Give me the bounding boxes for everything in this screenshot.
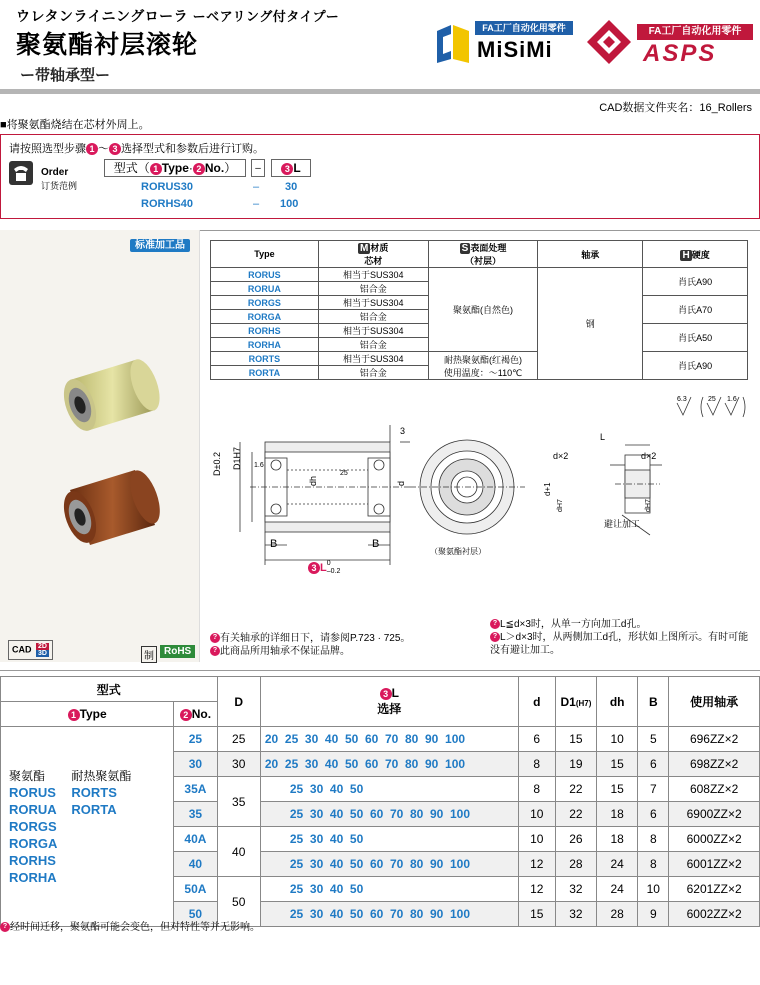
tip-icon: ?: [0, 922, 10, 932]
order-example-l: 30: [285, 181, 298, 193]
row-B: 8: [638, 852, 669, 877]
row-D: 40: [217, 827, 260, 877]
spec-type: RORTA: [211, 366, 319, 380]
main-header-D1: D1(H7): [555, 677, 596, 727]
order-example-dash: –: [253, 198, 260, 210]
row-B: 8: [638, 827, 669, 852]
spec-header-material: M 材质 芯材: [318, 241, 428, 268]
row-dh: 18: [597, 802, 638, 827]
order-example-type: RORHS40: [141, 198, 193, 210]
row-dh: 15: [597, 752, 638, 777]
spec-core: 相当于SUS304: [318, 268, 428, 282]
order-example-type: RORUS30: [141, 181, 193, 193]
standard-badge: 标准加工品: [130, 236, 190, 251]
spec-type: RORGA: [211, 310, 319, 324]
row-bearing: 6000ZZ×2: [669, 827, 760, 852]
page-title: 聚氨酯衬层滚轮: [16, 31, 199, 59]
tip-icon: ?: [210, 646, 220, 656]
dim-B-left: B: [270, 538, 278, 550]
spec-hardness: 肖氏A90: [643, 268, 748, 296]
spec-type: RORGS: [211, 296, 319, 310]
row-dh: 10: [597, 727, 638, 752]
order-label-en: Order: [41, 167, 69, 178]
spec-type: RORTS: [211, 352, 319, 366]
row-dh: 24: [597, 852, 638, 877]
row-D: 35: [217, 777, 260, 827]
tip-icon: ?: [210, 633, 220, 643]
asps-logo: [585, 16, 755, 68]
dim-D1: D1H7: [232, 446, 242, 470]
page-subtitle: ー带轴承型ー: [20, 67, 111, 84]
row-L-options[interactable]: 20 25 30 40 50 60 70 80 90 100: [260, 752, 518, 777]
row-d: 12: [518, 852, 555, 877]
order-example-l: 100: [280, 198, 299, 210]
main-header-type: 1 Type: [1, 702, 174, 727]
rough-16: 1.6: [254, 462, 264, 469]
row-B: 7: [638, 777, 669, 802]
spec-core: 相当于SUS304: [318, 296, 428, 310]
row-D: 50: [217, 877, 260, 927]
tip-icon: ?: [490, 619, 500, 629]
row-dh: 24: [597, 877, 638, 902]
spec-type: RORUS: [211, 268, 319, 282]
row-d: 10: [518, 827, 555, 852]
asps-brand: ASPS: [643, 40, 717, 67]
spec-core: 铝合金: [318, 310, 428, 324]
spec-header-hardness: H 硬度: [643, 241, 748, 268]
spec-surface-heat: 耐热聚氨酯(红褐色) 使用温度：～110℃: [428, 352, 538, 380]
rohs-badge: RoHS: [160, 645, 195, 658]
main-header-no: 2 No.: [174, 702, 217, 727]
row-D: 30: [217, 752, 260, 777]
row-D: 25: [217, 727, 260, 752]
row-d: 6: [518, 727, 555, 752]
row-d: 8: [518, 752, 555, 777]
spec-type: RORUA: [211, 282, 319, 296]
order-col-l: 3 L: [271, 159, 311, 177]
asps-tag: FA工厂自动化用零件: [637, 24, 753, 40]
row-no[interactable]: 40: [174, 852, 217, 877]
spec-surface: 聚氨酯(自然色): [428, 268, 538, 352]
type-group-urethane: 聚氨酯 RORUS RORUA RORGS RORGA RORHS RORHA: [9, 769, 58, 885]
roller-photo: [40, 330, 180, 550]
row-dh: 15: [597, 777, 638, 802]
spec-core: 相当于SUS304: [318, 352, 428, 366]
dim-dh: dh: [308, 475, 318, 486]
row-D1: 26: [555, 827, 596, 852]
main-header-model: 型式: [1, 677, 218, 702]
row-D1: 15: [555, 727, 596, 752]
main-header-D: D: [217, 677, 260, 727]
dim-dx2-right: d×2: [641, 451, 657, 461]
row-bearing: 6900ZZ×2: [669, 802, 760, 827]
spec-table: [210, 240, 748, 380]
spec-core: 铝合金: [318, 338, 428, 352]
misumi-tag: FA工厂自动化用零件: [475, 21, 573, 35]
main-header-d: d: [518, 677, 555, 727]
row-L-options[interactable]: 25 30 40 50: [260, 877, 518, 902]
note: ? 此商品所用轴承不保证品牌。: [210, 645, 410, 658]
row-L-options[interactable]: 25 30 40 50: [260, 777, 518, 802]
order-col-type: 型式（ 1 Type· 2 No.）: [104, 159, 246, 177]
spec-bearing: 钢: [538, 268, 643, 380]
row-L-options[interactable]: 20 25 30 40 50 60 70 80 90 100: [260, 727, 518, 752]
roughness-16: 1.6: [727, 396, 737, 403]
row-L-options[interactable]: 25 30 40 50 60 70 80 90 100: [260, 902, 518, 927]
dim-dx2-left: d×2: [553, 451, 569, 461]
row-dh: 28: [597, 902, 638, 927]
intro-text: ■将聚氨酯烧结在芯材外周上。: [0, 119, 150, 131]
main-header-bearing: 使用轴承: [669, 677, 760, 727]
spec-type: RORHA: [211, 338, 319, 352]
misumi-brand: MiSiMi: [477, 37, 553, 62]
row-no[interactable]: 25: [174, 727, 217, 752]
row-B: 6: [638, 752, 669, 777]
row-no[interactable]: 35A: [174, 777, 217, 802]
dim-L: 3 L0 –0.2: [308, 560, 340, 576]
note: ? 有关轴承的详细日下，请参阅P.723 · 725。: [210, 632, 410, 645]
row-bearing: 696ZZ×2: [669, 727, 760, 752]
row-D1: 19: [555, 752, 596, 777]
row-no[interactable]: 35: [174, 802, 217, 827]
row-L-options[interactable]: 25 30 40 50 60 70 80 90 100: [260, 802, 518, 827]
main-header-L: 3 L 选择: [260, 677, 518, 727]
row-B: 6: [638, 802, 669, 827]
notes-right: [490, 618, 755, 657]
type-groups: [1, 727, 174, 927]
row-B: 10: [638, 877, 669, 902]
row-bearing: 698ZZ×2: [669, 752, 760, 777]
row-bearing: 6001ZZ×2: [669, 852, 760, 877]
order-example-dash: –: [253, 181, 260, 193]
spec-header-bearing: 轴承: [538, 241, 643, 268]
order-instruction: 请按照选型步骤 1 ～ 3 选择型式和参数后进行订购。: [9, 143, 264, 155]
row-d: 15: [518, 902, 555, 927]
roughness-63: 6.3: [677, 396, 687, 403]
main-header-B: B: [638, 677, 669, 727]
row-no[interactable]: 40A: [174, 827, 217, 852]
note: ? L＞d×3时，从两侧加工d孔，形状如上图所示。有时可能没有避让加工。: [490, 632, 749, 656]
spec-hardness: 肖氏A70: [643, 296, 748, 324]
table-divider: [0, 670, 760, 671]
row-D1: 32: [555, 877, 596, 902]
tip-icon: ?: [490, 632, 500, 642]
dim-d-plus: d+1: [543, 482, 552, 496]
dim-3: 3: [400, 426, 406, 436]
zhi-badge: 制: [141, 646, 157, 663]
relief-label: 避让加工: [604, 519, 641, 529]
spec-hardness: 肖氏A90: [643, 352, 748, 380]
row-bearing: 608ZZ×2: [669, 777, 760, 802]
row-d: 10: [518, 802, 555, 827]
dim-d: d: [396, 480, 406, 486]
row-no[interactable]: 30: [174, 752, 217, 777]
dim-dh7-right: dH7: [645, 499, 652, 512]
jp-title: ウレタンライニングローラ ーベアリング付タイプー: [16, 8, 340, 24]
row-dh: 18: [597, 827, 638, 852]
main-table: [0, 676, 760, 927]
row-B: 5: [638, 727, 669, 752]
spec-header-surface: S 表面处理 （衬层）: [428, 241, 538, 268]
dim-dh7-left: dH7: [557, 499, 564, 512]
row-D1: 32: [555, 902, 596, 927]
row-no[interactable]: 50A: [174, 877, 217, 902]
roughness-25: 25: [708, 396, 716, 403]
row-d: 12: [518, 877, 555, 902]
spec-header-type: Type: [211, 241, 319, 268]
main-header-dh: dh: [597, 677, 638, 727]
misumi-logo: [433, 19, 573, 67]
type-group-heat: 耐热聚氨酯 RORTS RORTA: [71, 769, 132, 817]
row-D1: 22: [555, 802, 596, 827]
dim-B-right: B: [372, 538, 380, 550]
header-divider: [0, 89, 760, 94]
order-box: [0, 134, 760, 219]
asps-mark-icon: [585, 18, 633, 66]
dim-L-small: L: [600, 432, 606, 442]
dim-D: D±0.2: [212, 452, 222, 476]
rough-25: 25: [340, 470, 348, 477]
order-col-dash: –: [251, 159, 265, 177]
row-B: 9: [638, 902, 669, 927]
footnote: ? 经时间迁移，聚氨酯可能会变色，但对特性等并无影响。: [0, 918, 260, 933]
misumi-mark-icon: [433, 21, 473, 65]
cad-folder-name: CAD数据文件夹名：16_Rollers: [599, 102, 752, 114]
phone-icon: [9, 161, 33, 185]
notes-left: [210, 632, 410, 658]
spec-core: 铝合金: [318, 366, 428, 380]
cad-badge: CAD 2D 3D: [8, 640, 53, 660]
row-L-options[interactable]: 25 30 40 50: [260, 827, 518, 852]
row-D1: 28: [555, 852, 596, 877]
row-bearing: 6201ZZ×2: [669, 877, 760, 902]
row-d: 8: [518, 777, 555, 802]
liner-label: （聚氨酯衬层）: [430, 547, 486, 556]
row-D1: 22: [555, 777, 596, 802]
spec-core: 相当于SUS304: [318, 324, 428, 338]
note: ? L≦d×3时，从单一方向加工d孔。: [490, 618, 755, 631]
row-no[interactable]: 50: [174, 902, 217, 927]
row-bearing: 6002ZZ×2: [669, 902, 760, 927]
spec-core: 铝合金: [318, 282, 428, 296]
spec-type: RORHS: [211, 324, 319, 338]
roller-drawing: [210, 420, 750, 590]
order-label-cn: 订货范例: [41, 181, 78, 191]
spec-hardness: 肖氏A50: [643, 324, 748, 352]
row-L-options[interactable]: 25 30 40 50 60 70 80 90 100: [260, 852, 518, 877]
